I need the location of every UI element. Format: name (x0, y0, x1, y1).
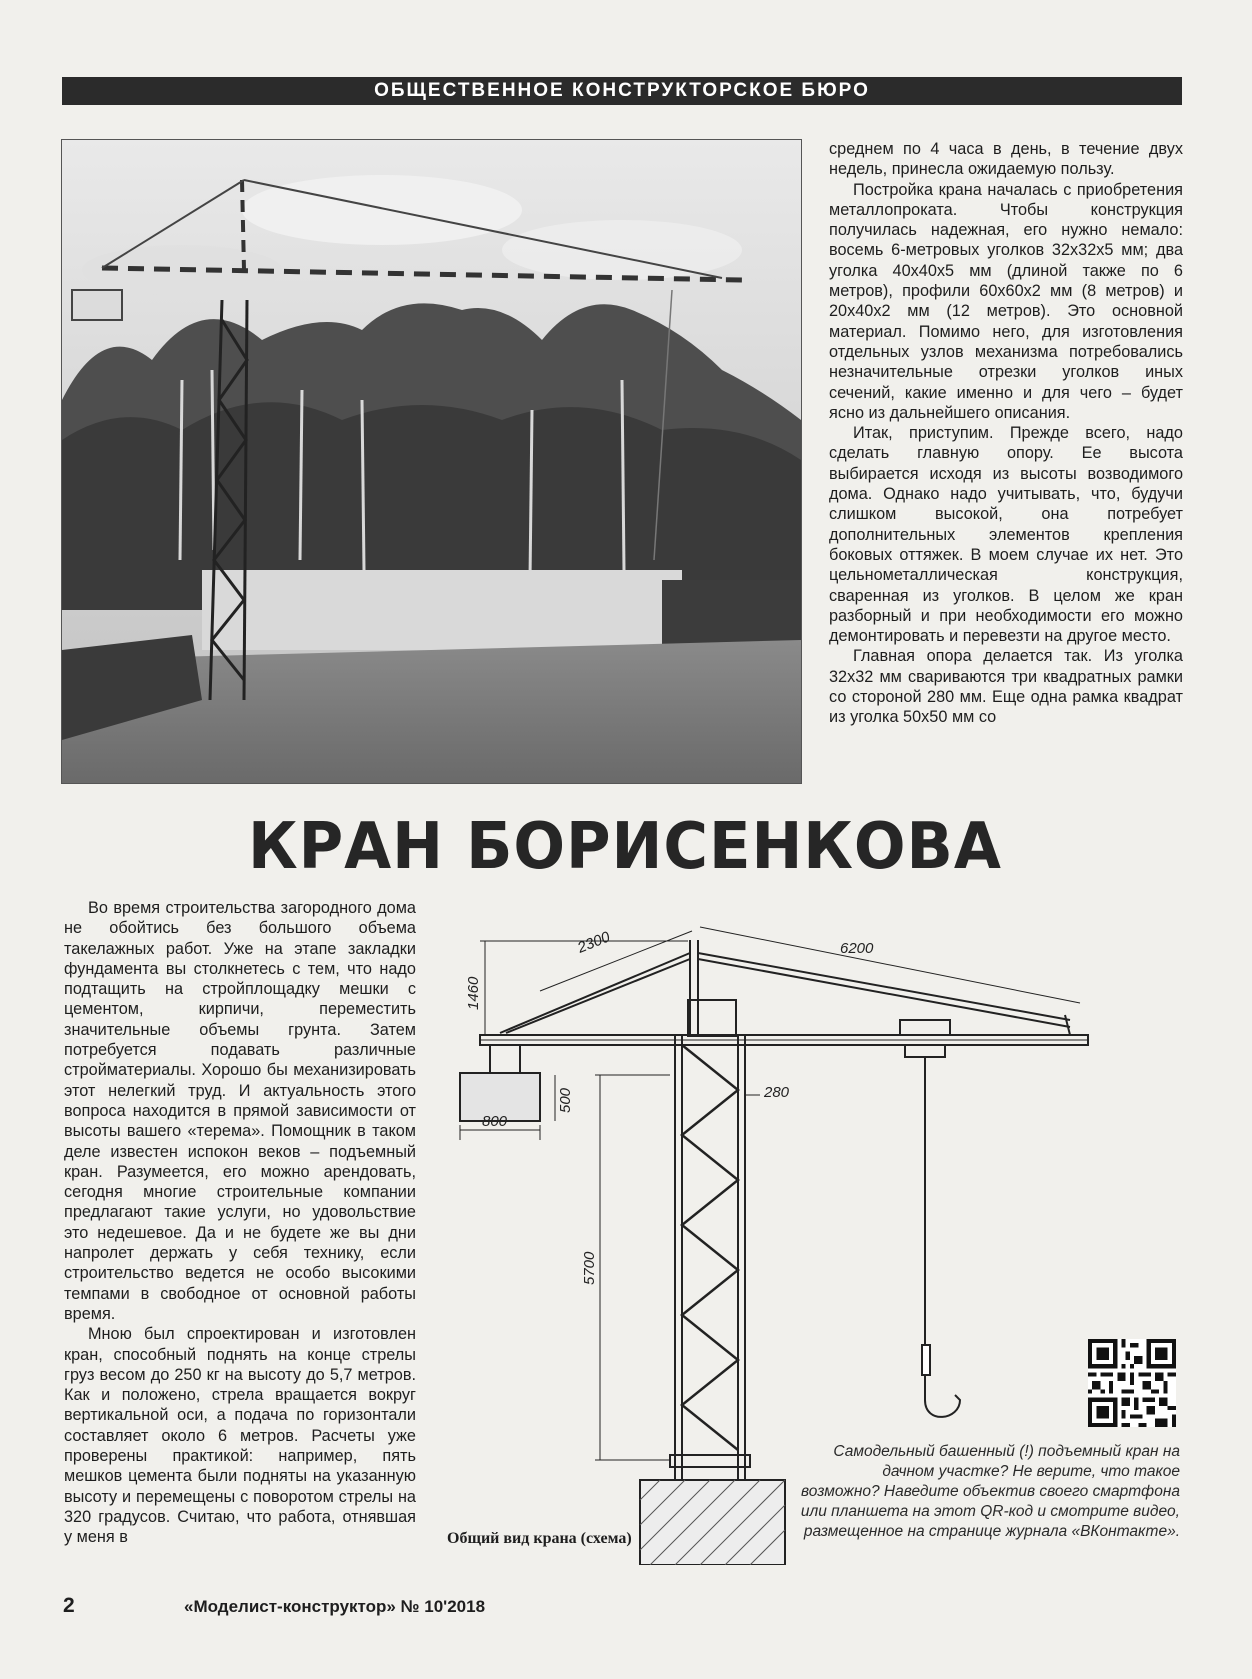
diagram-caption: Общий вид крана (схема) (447, 1530, 632, 1547)
left-text-column (64, 898, 416, 1548)
paragraph: Постройка крана началась с приобретения металлопроката. Чтобы конструкция получилась надежная, его нужно немало: восемь 6-метровых уголков 32х32х5 мм; два уголка 40х40х5 мм (длиной также по 6 метров), профили 60х60х2 мм (8 метров) и 20х40х2 мм (12 метров). Это основной материал. Помимо него, для изготовления отдельных узлов механизма потребовались незначительные отрезки уголков иных сечений, какие именно и для чего – будет ясно из дальнейшего описания. (829, 180, 1183, 422)
dim-280: 280 (764, 1084, 790, 1101)
right-text-column (829, 139, 1183, 728)
dim-500: 500 (557, 1087, 574, 1113)
paragraph: Главная опора делается так. Из уголка 32х32 мм свариваются три квадратных рамки со стороной 280 мм. Еще одна рамка квадрат из уголка 50х50 мм со (829, 647, 1183, 727)
dim-800: 800 (482, 1113, 508, 1130)
qr-code-icon[interactable] (1088, 1339, 1176, 1427)
section-header: ОБЩЕСТВЕННОЕ КОНСТРУКТОРСКОЕ БЮРО (62, 77, 1182, 105)
page-number: 2 (63, 1594, 75, 1617)
paragraph: Итак, приступим. Прежде всего, надо сделать главную опору. Ее высота выбирается исходя из высоты возводимого дома. Однако надо учитывать, что, будучи слишком высокой, она потребует дополнительных элементов крепления боковых оттяжек. В моем случае их нет. Это цельнометаллическая конструкция, сваренная из уголков. В целом же кран разборный и при необходимости его можно демонтировать и перевезти на другое место. (829, 424, 1183, 646)
dim-6200: 6200 (840, 940, 874, 957)
article-title: КРАН БОРИСЕНКОВА (248, 810, 1002, 884)
paragraph: Мною был спроектирован и изготовлен кран, способный поднять на конце стрелы груз весом до 250 кг на высоту до 5,7 метров. Как и положено, стрела вращается вокруг вертикальной оси, а подача по горизонтали составляет около 6 метров. Расчеты уже проверены практикой: например, пять мешков цемента были подняты на указанную высоту и перемещены с поворотом стрелы на 320 градусов. Считаю, что работа, отнявшая у меня в (64, 1325, 416, 1547)
dim-5700: 5700 (581, 1251, 598, 1285)
dim-1460: 1460 (465, 976, 482, 1010)
magazine-issue: «Моделист-конструктор» № 10'2018 (184, 1597, 486, 1616)
paragraph: Во время строительства загородного дома не обойтись без большого объема такелажных работ. Уже на этапе закладки фундамента вы столкнетесь с тем, что надо подтащить на стройплощадку мешки с цементом, кирпичи, переместить значительные объемы грунта. Затем потребуется подавать различные стройматериалы. Хорошо бы механизировать этот нелегкий труд. И актуальность этого вопроса находится в прямой зависимости от высоты вашего «терема». Помощник в таком деле известен испокон веков – подъемный кран. Разумеется, его можно арендовать, сегодня многие строительные компании предлагают такие услуги, но удовольствие это недешевое. Да и не будете же вы дни напролет держать у себя технику, если строительство ведется не особо высокими темпами в свободное от основной работы время. (64, 899, 416, 1323)
qr-caption: Самодельный башенный (!) подъемный кран на дачном участке? Не верите, что такое возможно? Наведите объектив своего смартфона или планшета на этот QR-код и смотрите видео, размещенное на странице журнала «ВКонтакте». (800, 1443, 1180, 1540)
dim-2300: 2300 (575, 928, 613, 957)
paragraph: среднем по 4 часа в день, в течение двух недель, принесла ожидаемую пользу. (829, 140, 1183, 179)
crane-photo (61, 139, 802, 784)
